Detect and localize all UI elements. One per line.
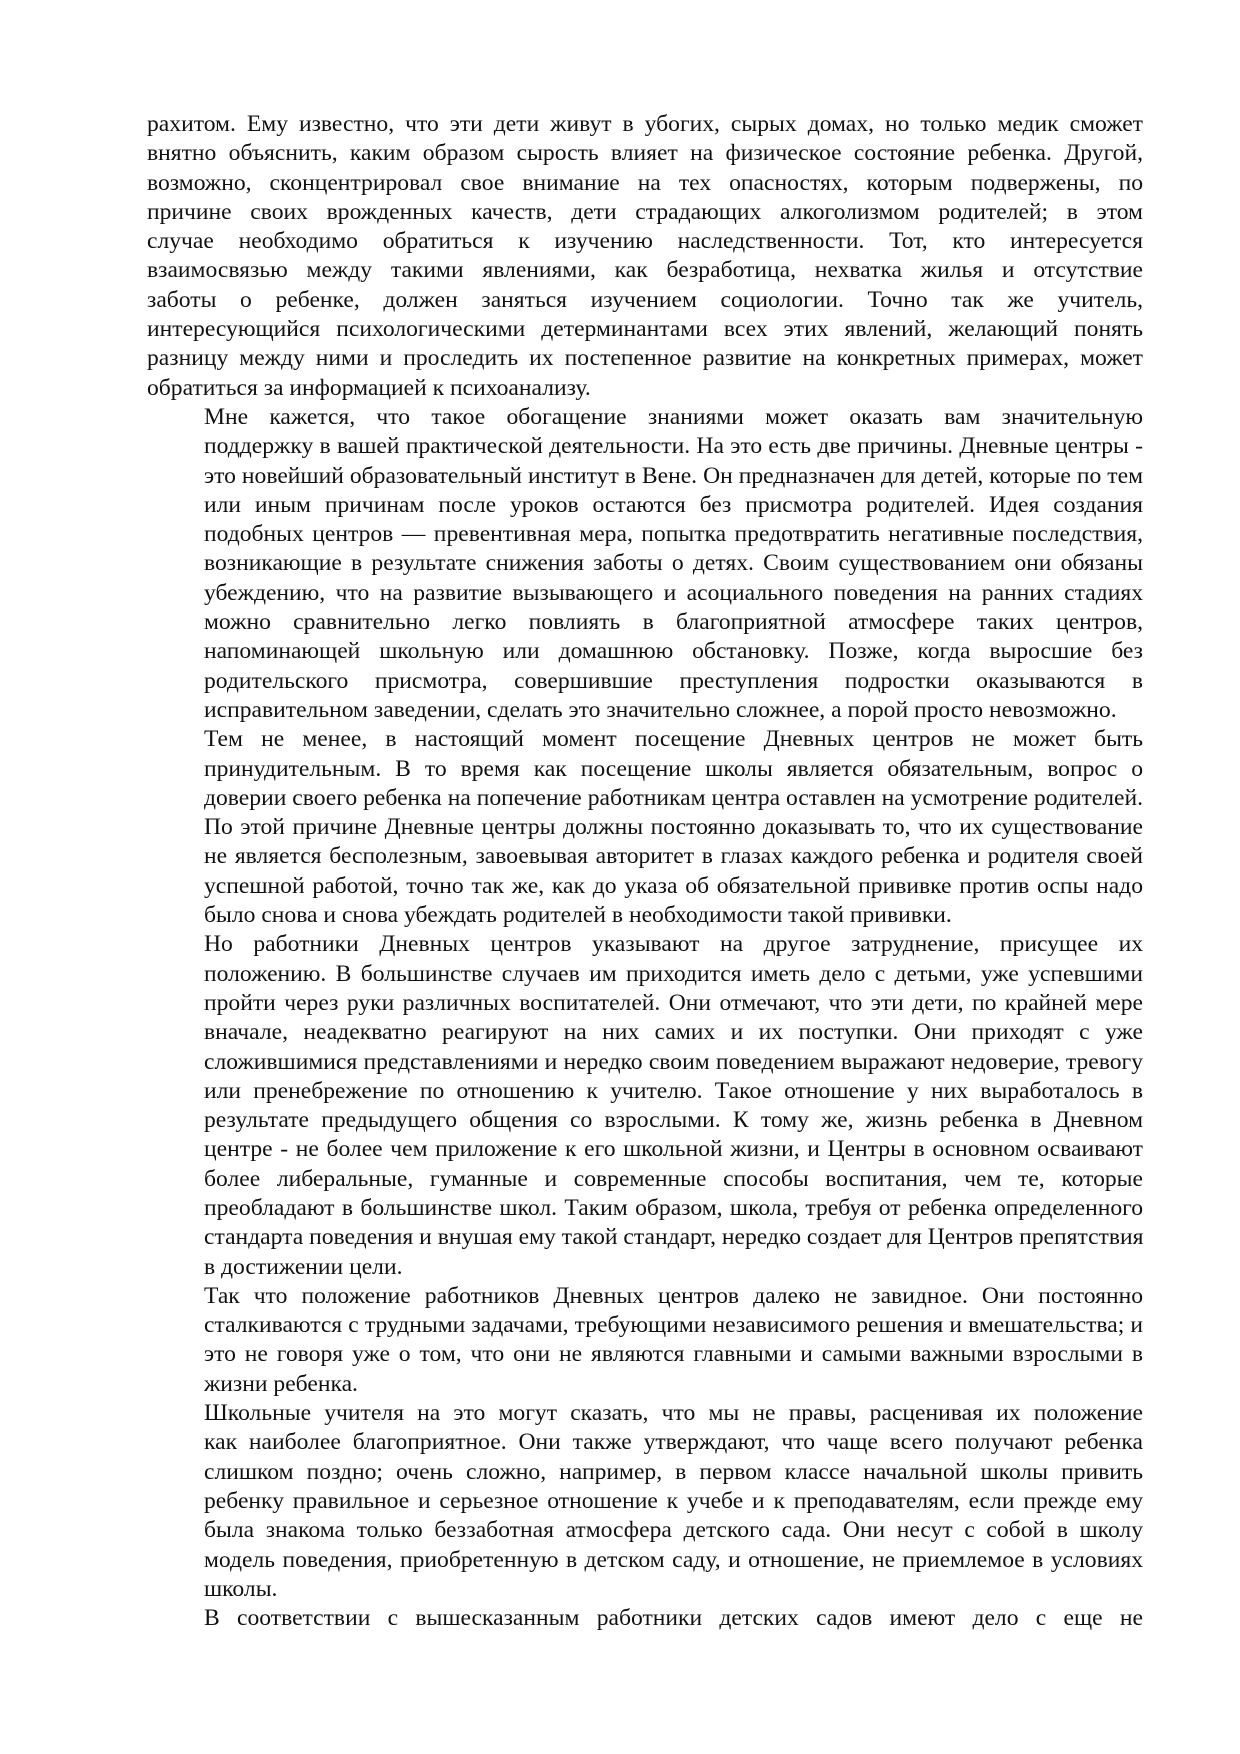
text-line: По этой причине Дневные центры должны постоянно доказывать то, что их существование (204, 814, 1143, 841)
text-line: стандарта поведения и внушая ему такой стандарт, нередко создает для Центров препятствия (204, 1224, 1144, 1251)
paragraph (147, 1282, 1143, 1399)
text-line: причине своих врожденных качеств, дети страдающих алкоголизмом родителей; в этом (147, 198, 1143, 225)
text-line: ребенку правильное и серьезное отношение к учебе и к преподавателям, если прежде ему (204, 1487, 1143, 1514)
text-line: заботы о ребенке, должен заняться изучением социологии. Точно так же учитель, (147, 286, 1143, 313)
text-line: преобладают в большинстве школ. Таким образом, школа, требуя от ребенка определенного (204, 1194, 1143, 1221)
text-line: успешной работой, точно так же, как до указа об обязательной прививке против оспы надо (204, 872, 1143, 899)
document-page (147, 110, 1143, 1633)
paragraph (147, 930, 1143, 1282)
text-line: возможно, сконцентрировал свое внимание на тех опасностях, которым подвержены, по (147, 169, 1143, 196)
text-line: принудительным. В то время как посещение школы является обязательным, вопрос о (204, 755, 1143, 782)
text-line: поддержку в вашей практической деятельности. На это есть две причины. Дневные центры - (204, 433, 1143, 460)
paragraph (147, 110, 1143, 403)
text-line: взаимосвязью между такими явлениями, как безработица, нехватка жилья и отсутствие (147, 257, 1143, 284)
text-line: жизни ребенка. (204, 1370, 358, 1397)
paragraph (147, 725, 1143, 930)
text-line: пройти через руки различных воспитателей. Они отмечают, что эти дети, по крайней мере (204, 989, 1143, 1016)
text-line: возникающие в результате снижения заботы о детях. Своим существованием они обязаны (204, 550, 1143, 577)
paragraph (147, 1399, 1143, 1604)
text-line: исправительном заведении, сделать это значительно сложнее, а порой просто невозможно. (204, 696, 1117, 723)
text-line: была знакома только беззаботная атмосфера детского сада. Они несут с собой в школу (204, 1517, 1143, 1544)
paragraph (147, 1604, 1143, 1633)
text-line: убеждению, что на развитие вызывающего и асоциального поведения на ранних стадиях (204, 579, 1143, 606)
text-line: Но работники Дневных центров указывают на другое затруднение, присущее их (204, 931, 1143, 958)
text-line: родительского присмотра, совершившие преступления подростки оказываются в (204, 667, 1143, 694)
text-line: центре - не более чем приложение к его школьной жизни, и Центры в основном осваивают (204, 1136, 1143, 1163)
text-line: внятно объяснить, каким образом сырость влияет на физическое состояние ребенка. Другой, (147, 140, 1143, 167)
text-line: интересующийся психологическими детерминантами всех этих явлений, желающий понять (147, 316, 1143, 343)
text-line: модель поведения, приобретенную в детском саду, и отношение, не приемлемое в условиях (204, 1546, 1143, 1573)
text-line: доверии своего ребенка на попечение работникам центра оставлен на усмотрение родителей. (204, 784, 1143, 811)
paragraph (147, 403, 1143, 725)
text-line: было снова и снова убеждать родителей в необходимости такой прививки. (204, 902, 952, 929)
text-line: Так что положение работников Дневных центров далеко не завидное. Они постоянно (204, 1282, 1143, 1309)
text-line: Тем не менее, в настоящий момент посещение Дневных центров не может быть (204, 726, 1143, 753)
text-line: школы. (204, 1575, 278, 1602)
text-line: как наиболее благоприятное. Они также утверждают, что чаще всего получают ребенка (204, 1429, 1143, 1456)
text-line: это новейший образовательный институт в Вене. Он предназначен для детей, которые по тем (204, 462, 1143, 489)
text-line: не является бесполезным, завоевывая авторитет в глазах каждого ребенка и родителя своей (204, 843, 1143, 870)
text-line: случае необходимо обратиться к изучению наследственности. Тот, кто интересуется (147, 228, 1143, 255)
text-line: В соответствии с вышесказанным работники детских садов имеют дело с еще не (204, 1605, 1143, 1632)
text-line: положению. В большинстве случаев им приходится иметь дело с детьми, уже успевшими (204, 960, 1143, 987)
text-line: Мне кажется, что такое обогащение знаниями может оказать вам значительную (204, 403, 1143, 430)
text-line: результате предыдущего общения со взрослыми. К тому же, жизнь ребенка в Дневном (204, 1107, 1143, 1134)
text-line: это не говоря уже о том, что они не являются главными и самыми важными взрослыми в (204, 1341, 1143, 1368)
text-line: напоминающей школьную или домашнюю обстановку. Позже, когда выросшие без (204, 638, 1143, 665)
text-line: разницу между ними и проследить их постепенное развитие на конкретных примерах, может (147, 345, 1143, 372)
text-line: вначале, неадекватно реагируют на них самих и их поступки. Они приходят с уже (204, 1019, 1143, 1046)
text-line: обратиться за информацией к психоанализу. (147, 374, 591, 401)
text-line: в достижении цели. (204, 1253, 403, 1280)
text-line: или пренебрежение по отношению к учителю. Такое отношение у них выработалось в (204, 1077, 1143, 1104)
text-line: сложившимися представлениями и нередко своим поведением выражают недоверие, тревогу (204, 1048, 1143, 1075)
text-line: можно сравнительно легко повлиять в благоприятной атмосфере таких центров, (204, 609, 1143, 636)
text-line: рахитом. Ему известно, что эти дети живут в убогих, сырых домах, но только медик сможет (147, 111, 1143, 137)
text-line: Школьные учителя на это могут сказать, что мы не правы, расценивая их положение (204, 1400, 1143, 1427)
text-line: или иным причинам после уроков остаются без присмотра родителей. Идея создания (204, 491, 1143, 518)
text-line: слишком поздно; очень сложно, например, в первом классе начальной школы привить (204, 1458, 1143, 1485)
text-line: сталкиваются с трудными задачами, требующими независимого решения и вмешательства; и (204, 1312, 1143, 1339)
text-line: более либеральные, гуманные и современные способы воспитания, чем те, которые (204, 1165, 1143, 1192)
text-line: подобных центров — превентивная мера, попытка предотвратить негативные последствия, (204, 521, 1143, 548)
